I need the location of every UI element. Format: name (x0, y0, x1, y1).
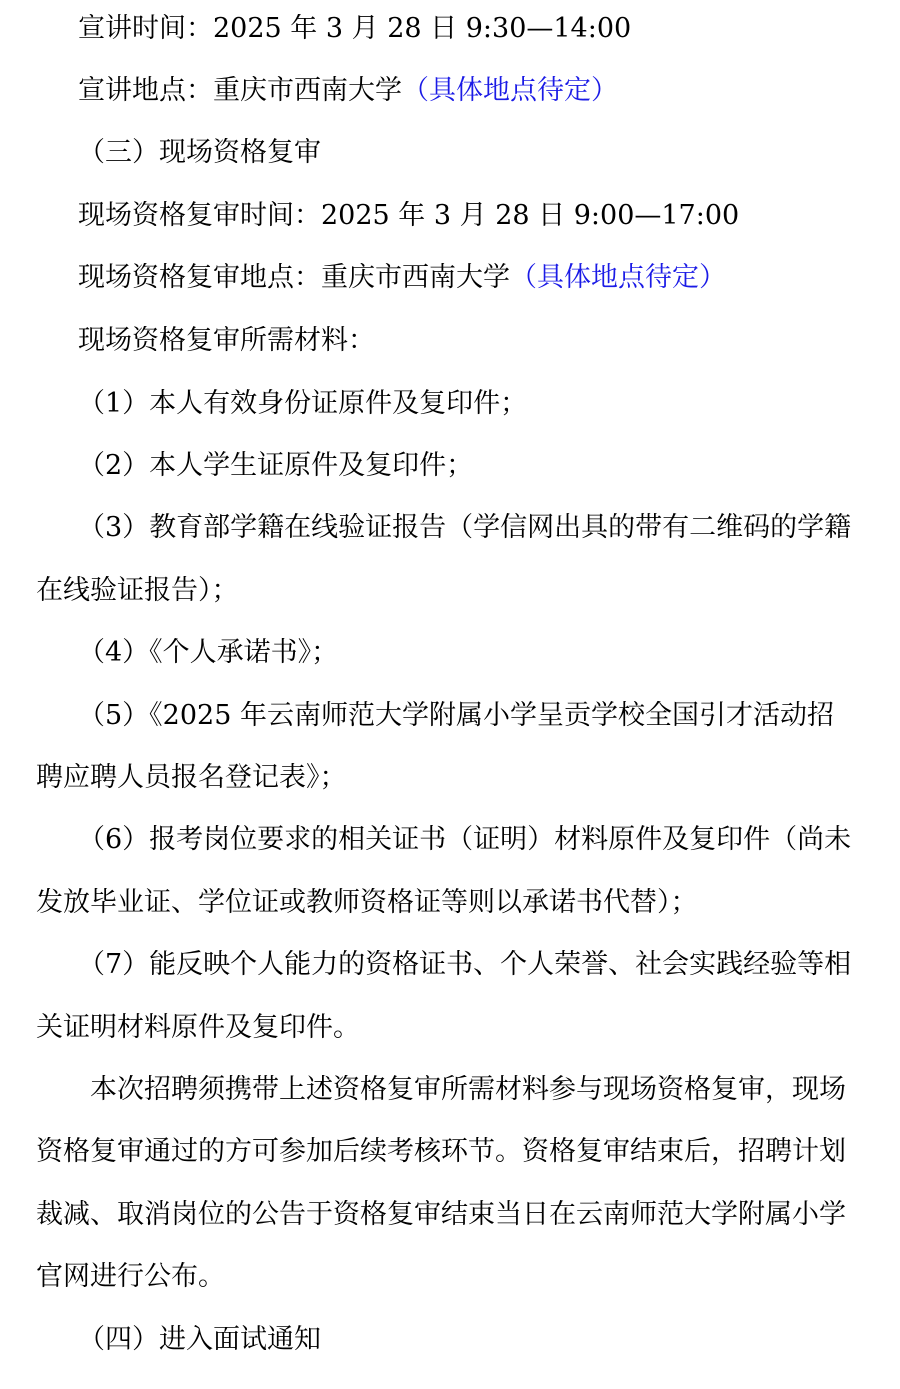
preach-location-line (78, 76, 868, 106)
material-item-1: （1）本人有效身份证原件及复印件； (78, 389, 528, 419)
material-item-5: （5）《2025 年云南师范大学附属小学呈贡学校全国引才活动招 (78, 701, 834, 731)
preach-location-text: 宣讲地点：重庆市西南大学 (78, 76, 402, 106)
material-item-4: （4）《个人承诺书》； (78, 638, 339, 668)
notice-paragraph-line-2: 资格复审通过的方可参加后续考核环节。资格复审结束后，招聘计划 (36, 1137, 846, 1167)
review-location-text: 现场资格复审地点：重庆市西南大学 (78, 263, 510, 293)
notice-paragraph-line-1: 本次招聘须携带上述资格复审所需材料参与现场资格复审，现场 (90, 1075, 846, 1105)
section-heading-3: （三）现场资格复审 (78, 138, 321, 168)
review-location-pending-note: （具体地点待定） (510, 263, 726, 293)
material-item-7: （7）能反映个人能力的资格证书、个人荣誉、社会实践经验等相 (78, 950, 852, 980)
material-item-6: （6）报考岗位要求的相关证书（证明）材料原件及复印件（尚未 (78, 825, 852, 855)
location-pending-note: （具体地点待定） (402, 76, 618, 106)
material-item-2: （2）本人学生证原件及复印件； (78, 451, 474, 481)
review-time-line: 现场资格复审时间：2025 年 3 月 28 日 9:00—17:00 (78, 201, 740, 231)
notice-paragraph-line-3: 裁减、取消岗位的公告于资格复审结束当日在云南师范大学附属小学 (36, 1200, 846, 1230)
material-item-3: （3）教育部学籍在线验证报告（学信网出具的带有二维码的学籍 (78, 513, 852, 543)
preach-time-line: 宣讲时间：2025 年 3 月 28 日 9:30—14:00 (78, 14, 632, 44)
review-location-line (78, 263, 868, 293)
materials-heading: 现场资格复审所需材料： (78, 326, 375, 356)
material-item-5-cont: 聘应聘人员报名登记表》； (36, 763, 347, 793)
notice-paragraph-line-4: 官网进行公布。 (36, 1262, 225, 1292)
material-item-3-cont: 在线验证报告）； (36, 576, 239, 606)
material-item-7-cont: 关证明材料原件及复印件。 (36, 1013, 360, 1043)
section-heading-4: （四）进入面试通知 (78, 1325, 321, 1355)
material-item-6-cont: 发放毕业证、学位证或教师资格证等则以承诺书代替）； (36, 888, 698, 918)
